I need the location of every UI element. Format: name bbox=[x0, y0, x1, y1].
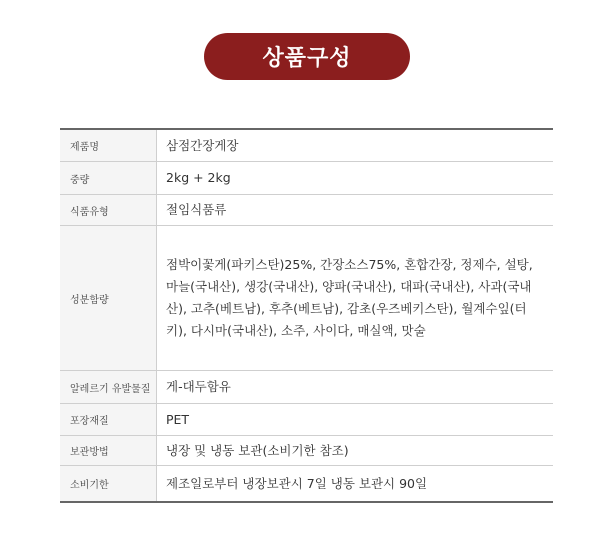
row-value: PET bbox=[157, 404, 554, 436]
row-value: 삼점간장게장 bbox=[157, 129, 554, 162]
table-row bbox=[60, 466, 553, 503]
row-label: 보관방법 bbox=[60, 436, 157, 466]
row-label: 제품명 bbox=[60, 129, 157, 162]
table-row bbox=[60, 195, 553, 226]
table-row bbox=[60, 129, 553, 162]
table-row bbox=[60, 162, 553, 195]
row-label: 포장재질 bbox=[60, 404, 157, 436]
row-value: 제조일로부터 냉장보관시 7일 냉동 보관시 90일 bbox=[166, 475, 428, 491]
row-value: 2kg + 2kg bbox=[157, 162, 554, 195]
row-value: 게-대두함유 bbox=[157, 371, 554, 404]
row-label: 성분함량 bbox=[60, 226, 157, 371]
row-value: 냉장 및 냉동 보관(소비기한 참조) bbox=[157, 436, 554, 466]
product-spec-table bbox=[60, 128, 553, 503]
row-label: 중량 bbox=[60, 162, 157, 195]
row-label: 알레르기 유발물질 bbox=[60, 371, 157, 404]
section-title-badge bbox=[204, 33, 410, 80]
table-row bbox=[60, 226, 553, 371]
row-label: 식품유형 bbox=[60, 195, 157, 226]
row-label: 소비기한 bbox=[60, 466, 157, 503]
row-value: 점박이꽃게(파키스탄)25%, 간장소스75%, 혼합간장, 정제수, 설탕, 마늘(국내산), 생강(국내산), 양파(국내산), 대파(국내산), 사과(국내산), 고추(베트남), 후추(베트남), 감초(우즈베키스탄), 월계수잎(터키), 다시마(국내산), 소주, 사이다, 매실액, 맛술 bbox=[157, 226, 554, 371]
row-value: 절임식품류 bbox=[157, 195, 554, 226]
table-row bbox=[60, 404, 553, 436]
section-title: 상품구성 bbox=[262, 46, 352, 71]
table-row bbox=[60, 371, 553, 404]
table-row bbox=[60, 436, 553, 466]
